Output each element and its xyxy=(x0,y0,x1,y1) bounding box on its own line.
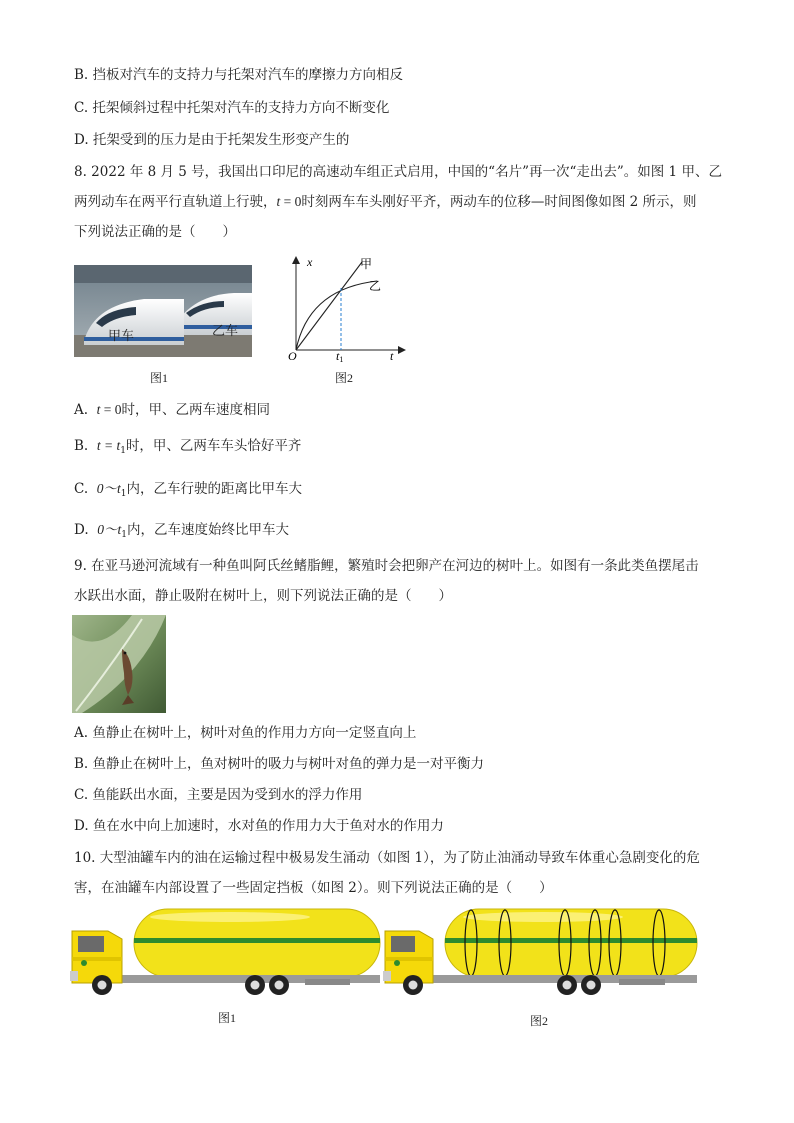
origin-label: O xyxy=(288,349,297,363)
curve-yi-label: 乙 xyxy=(369,279,382,293)
q10-stem-line1: 10. 大型油罐车内的油在运输过程中极易发生涌动（如图 1），为了防止油涌动导致车体重心急剧变化的危 xyxy=(74,850,700,866)
curve-yi xyxy=(296,281,377,350)
q8-stem-line2: 两列动车在两平行直轨道上行驶，t = 0时刻两车车头刚好平齐，两动车的位移—时间图像如图 2 所示，则 xyxy=(74,194,697,210)
q10-fig2-caption: 图2 xyxy=(530,1014,549,1028)
q8-stem-line1: 8. 2022 年 8 月 5 号，我国出口印尼的高速动车组正式启用，中国的“名片”再一次“走出去”。如图 1 甲、乙 xyxy=(74,164,722,180)
t-axis-label: t xyxy=(390,349,394,363)
q9-option-c[interactable]: C. 鱼能跃出水面，主要是因为受到水的浮力作用 xyxy=(74,787,363,803)
q8-option-a[interactable]: A. t = 0时，甲、乙两车速度相同 xyxy=(74,402,271,418)
q9-option-d[interactable]: D. 鱼在水中向上加速时，水对鱼的作用力大于鱼对水的作用力 xyxy=(74,818,444,834)
q7-option-c[interactable]: C. 托架倾斜过程中托架对汽车的支持力方向不断变化 xyxy=(74,100,390,116)
tanker-truck-fig1 xyxy=(70,905,385,1000)
train-photo xyxy=(74,265,252,357)
q8-option-c[interactable]: C. $0\sim t_1$内，乙车行驶的距离比甲车大 xyxy=(74,481,302,499)
q8-option-b[interactable]: B. $t = t_1$时，甲、乙两车车头恰好平齐 xyxy=(74,438,302,456)
x-axis-label: x xyxy=(307,255,313,269)
q8-fig1-caption: 图1 xyxy=(150,371,169,385)
train-photo-illustration xyxy=(74,265,252,357)
q7-option-b[interactable]: B. 挡板对汽车的支持力与托架对汽车的摩擦力方向相反 xyxy=(74,67,404,83)
fish-photo-illustration xyxy=(72,615,166,713)
q9-stem-line2: 水跃出水面，静止吸附在树叶上，则下列说法正确的是（ ） xyxy=(74,588,452,604)
q9-option-a[interactable]: A. 鱼静止在树叶上，树叶对鱼的作用力方向一定竖直向上 xyxy=(74,725,417,741)
q10-fig1-caption: 图1 xyxy=(218,1011,237,1025)
q8-stem-line3: 下列说法正确的是（ ） xyxy=(74,224,236,240)
photo-label-jia: 甲车 xyxy=(108,329,135,344)
t1-label: t1 xyxy=(336,349,344,364)
q9-stem-line1: 9. 在亚马逊河流域有一种鱼叫阿氏丝鳍脂鲤，繁殖时会把卵产在河边的树叶上。如图有一条此类鱼摆尾击 xyxy=(74,558,699,574)
tanker-truck-fig2 xyxy=(383,905,703,1000)
q7-option-d[interactable]: D. 托架受到的压力是由于托架发生形变产生的 xyxy=(74,132,350,148)
curve-jia-label: 甲 xyxy=(360,257,373,271)
xt-graph xyxy=(280,252,410,364)
q10-stem-line2: 害，在油罐车内部设置了一些固定挡板（如图 2）。则下列说法正确的是（ ） xyxy=(74,880,553,896)
curve-jia xyxy=(296,262,362,350)
q8-fig2-caption: 图2 xyxy=(335,371,354,385)
fish-on-leaf-photo xyxy=(72,615,166,713)
photo-label-yi: 乙车 xyxy=(212,324,239,339)
q8-option-d[interactable]: D. $0\sim t_1$内，乙车速度始终比甲车大 xyxy=(74,522,289,540)
q9-option-b[interactable]: B. 鱼静止在树叶上，鱼对树叶的吸力与树叶对鱼的弹力是一对平衡力 xyxy=(74,756,485,772)
